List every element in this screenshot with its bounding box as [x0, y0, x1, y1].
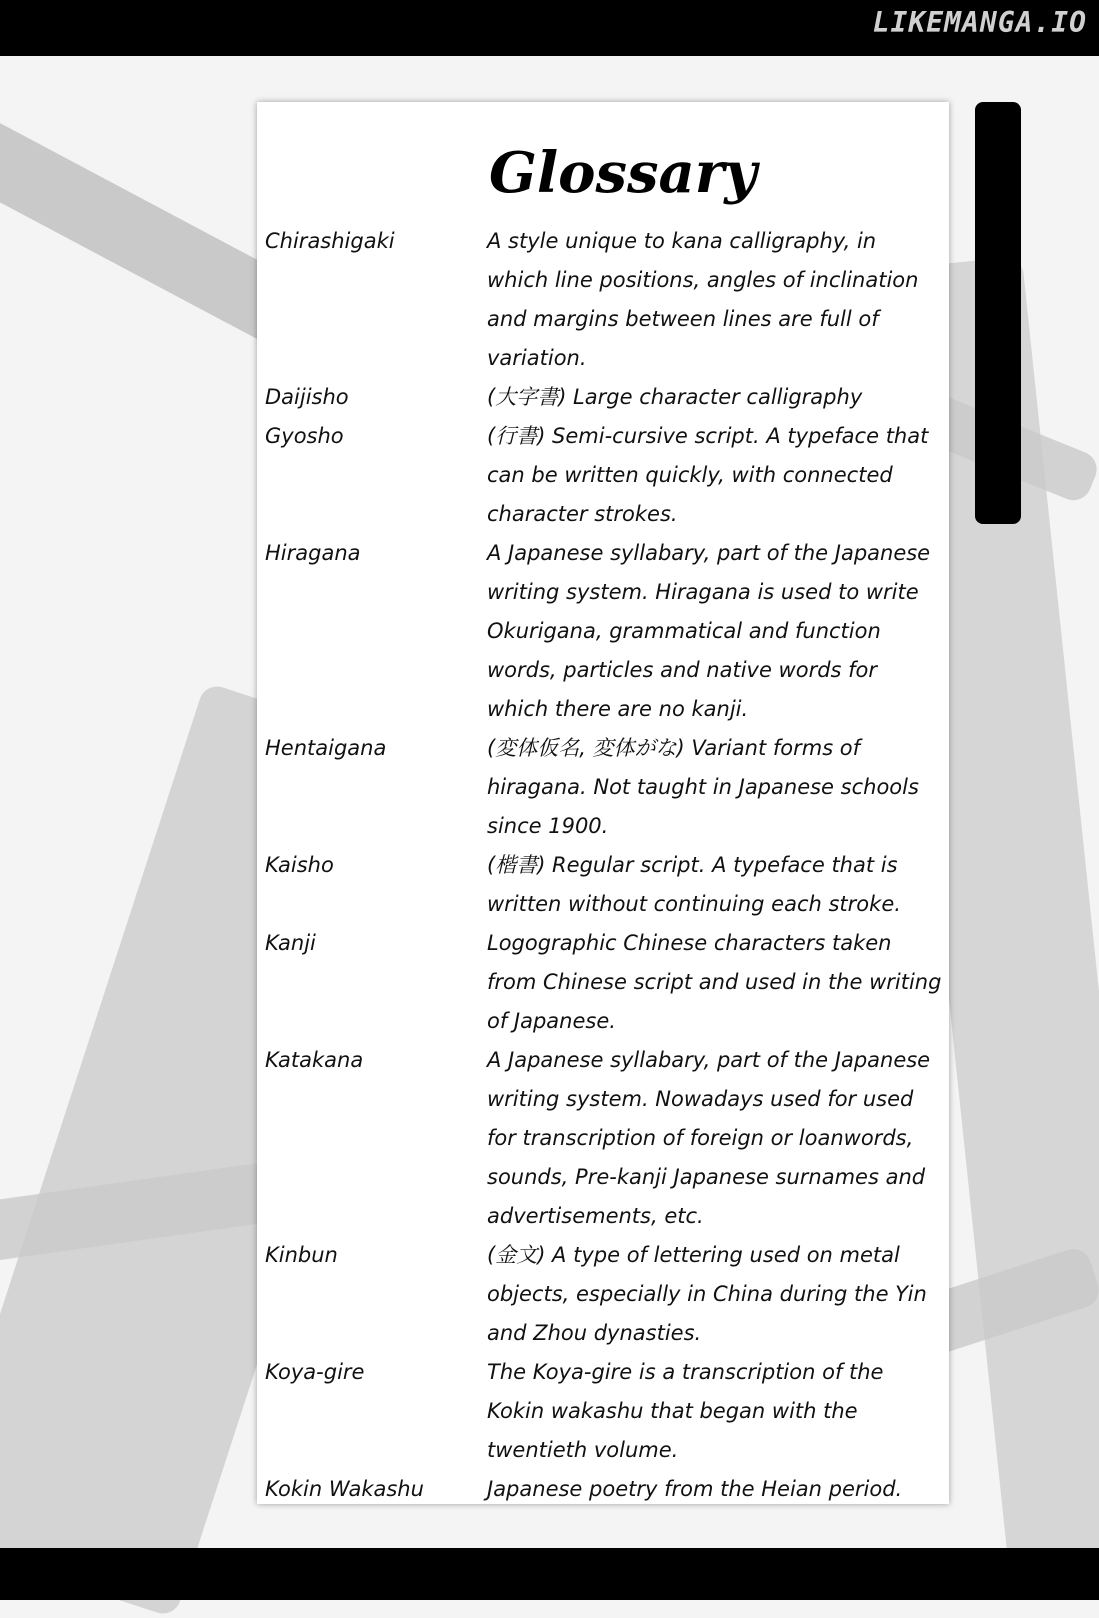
glossary-term: Koya-gire — [265, 1360, 365, 1384]
glossary-entry — [265, 924, 945, 1041]
glossary-entry — [265, 1041, 945, 1236]
site-watermark: LIKEMANGA.IO — [872, 6, 1087, 39]
glossary-definition: Japanese poetry from the Heian period. — [487, 1477, 903, 1501]
glossary-definition: (金文) A type of lettering used on metal objects, especially in China during the Yin and Zhou dynasties. — [487, 1243, 927, 1345]
glossary-term: Kokin Wakashu — [265, 1477, 424, 1501]
glossary-entry — [265, 1353, 945, 1470]
top-black-bar — [0, 0, 1099, 56]
glossary-definition: (大字書) Large character calligraphy — [487, 385, 863, 409]
glossary-term: Chirashigaki — [265, 229, 395, 253]
glossary-entry — [265, 534, 945, 729]
glossary-entry — [265, 417, 945, 534]
glossary-entry — [265, 222, 945, 378]
glossary-entry — [265, 846, 945, 924]
glossary-term: Kaisho — [265, 853, 334, 877]
glossary-term: Katakana — [265, 1048, 364, 1072]
glossary-term: Hentaigana — [265, 736, 387, 760]
glossary-title: Glossary — [489, 140, 757, 206]
glossary-entry — [265, 1470, 945, 1509]
glossary-definition: A style unique to kana calligraphy, in which line positions, angles of inclination and margins between lines are full of variation. — [487, 229, 919, 370]
glossary-term: Hiragana — [265, 541, 361, 565]
glossary-entry — [265, 378, 945, 417]
glossary-list — [265, 222, 945, 1509]
glossary-term: Daijisho — [265, 385, 349, 409]
glossary-panel — [257, 102, 949, 1504]
glossary-definition: A Japanese syllabary, part of the Japanese writing system. Hiragana is used to write Okurigana, grammatical and function words, particles and native words for which there are no kanji. — [487, 541, 931, 721]
glossary-definition: Logographic Chinese characters taken from Chinese script and used in the writing of Japanese. — [487, 931, 942, 1033]
side-black-tab — [975, 102, 1021, 524]
glossary-definition: (楷書) Regular script. A typeface that is written without continuing each stroke. — [487, 853, 901, 916]
glossary-term: Kinbun — [265, 1243, 338, 1267]
glossary-definition: (変体仮名, 変体がな) Variant forms of hiragana. Not taught in Japanese schools since 1900. — [487, 736, 919, 838]
glossary-definition: The Koya-gire is a transcription of the Kokin wakashu that began with the twentieth volume. — [487, 1360, 884, 1462]
glossary-entry — [265, 1236, 945, 1353]
glossary-definition: (行書) Semi-cursive script. A typeface that can be written quickly, with connected character strokes. — [487, 424, 929, 526]
glossary-entry — [265, 729, 945, 846]
bottom-black-bar — [0, 1548, 1099, 1600]
glossary-term: Kanji — [265, 931, 316, 955]
glossary-definition: A Japanese syllabary, part of the Japanese writing system. Nowadays used for used for transcription of foreign or loanwords, sounds, Pre-kanji Japanese surnames and advertisements, etc. — [487, 1048, 931, 1228]
glossary-term: Gyosho — [265, 424, 344, 448]
